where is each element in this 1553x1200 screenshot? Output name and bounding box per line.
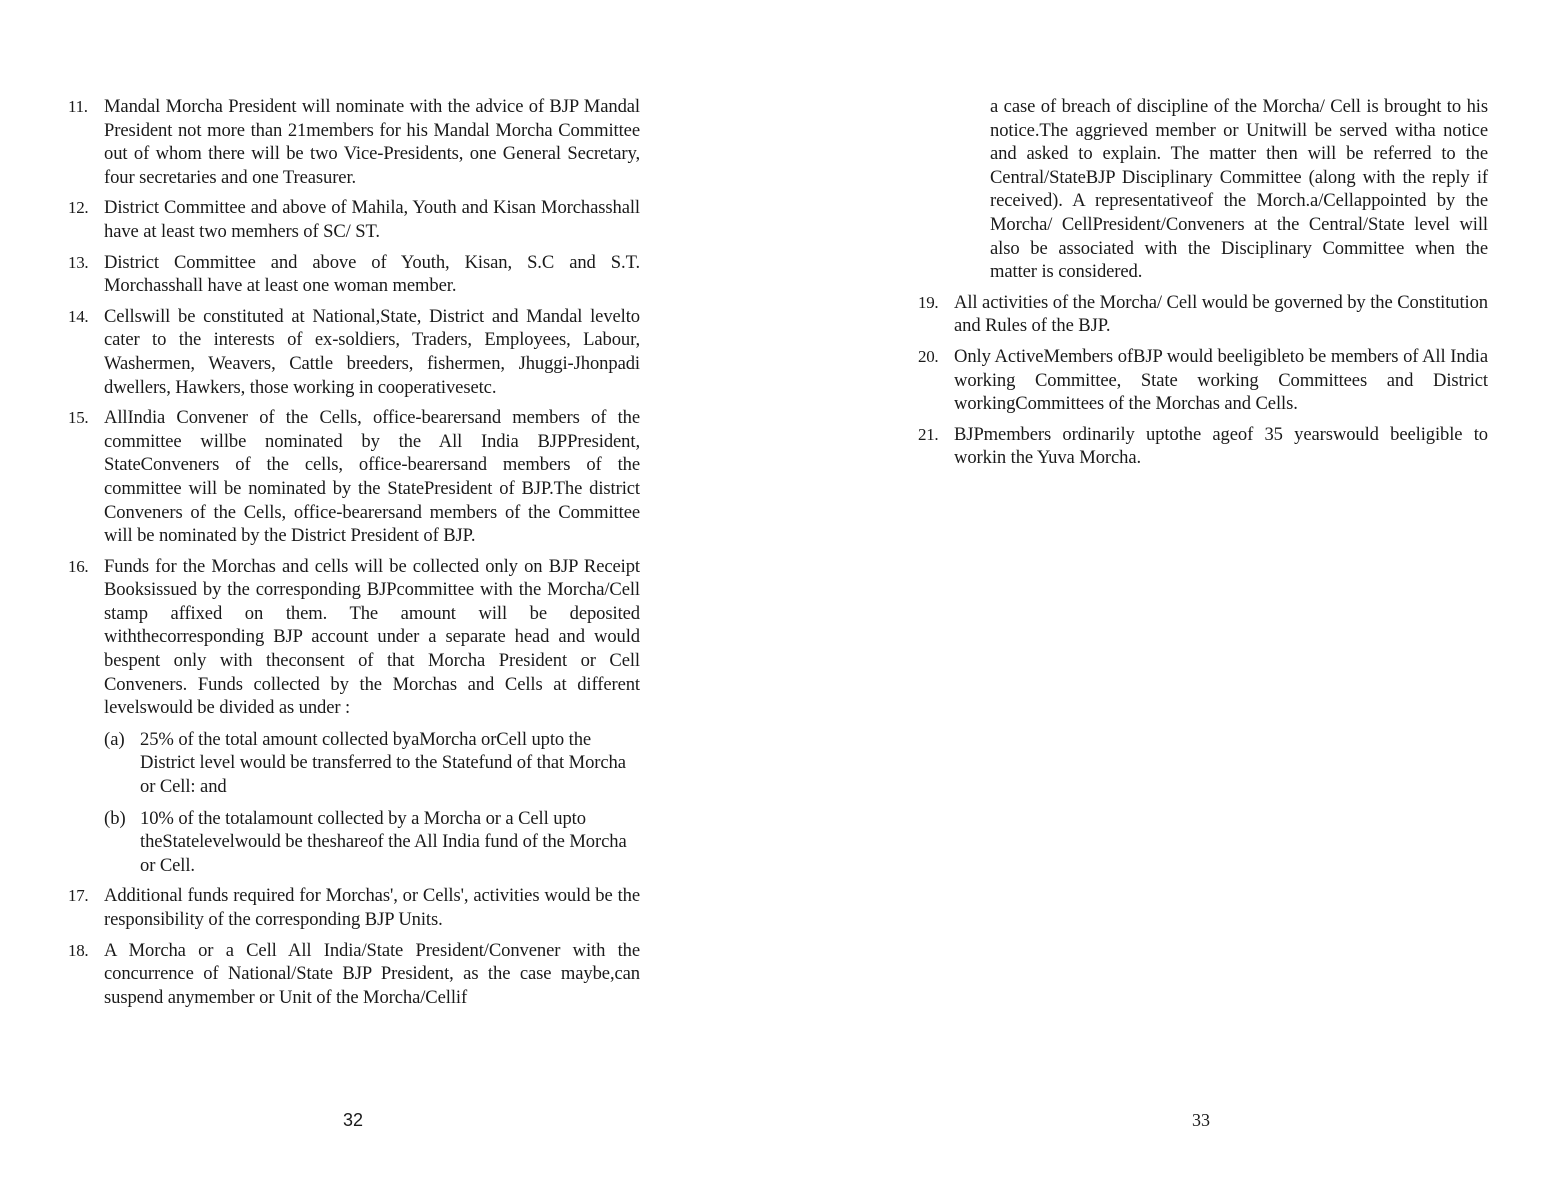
item-text: All activities of the Morcha/ Cell would be governed by the Constitution and Rules of the BJP. [954,291,1488,337]
item-text: District Committee and above of Youth, Kisan, S.C and S.T. Morchasshall have at least one woman member. [104,251,640,297]
item-number: 16. [68,556,89,576]
item-number: 14. [68,306,89,326]
list-item [68,884,640,931]
item-number: 11. [68,97,88,116]
item-number: 13. [68,252,89,272]
page-number-right: 33 [1192,1110,1210,1130]
item-text: AllIndia Convener of the Cells, office-bearersand members of the committee willbe nominated by the All India BJPPresident, StateConveners of the cells, office-bearersand members of the committee will be nominated by the StatePresident of BJP.The district Conveners of the Cells, office-bearersand members of the Committee will be nominated by the District President of BJP. [104,407,640,547]
list-item [68,95,640,189]
list-item [918,345,1488,416]
sub-item-text: 10% of the totalamount collected by a Morcha or a Cell upto theStatelevelwould be theshareof the All India fund of the Morcha or Cell. [140,807,627,876]
list-item [68,251,640,298]
list-item [68,555,640,720]
sub-item-letter: (b) [104,807,126,829]
item-number: 12. [68,198,89,218]
item-text: District Committee and above of Mahila, Youth and Kisan Morchasshall have at least two memhers of SC/ ST. [104,197,640,242]
item-text: Cellswill be constituted at National,State, District and Mandal levelto cater to the interests of ex-soldiers, Traders, Employees, Labour, Washermen, Weavers, Cattle breeders, fishermen, Jhuggi-Jhonpadi dwellers, Hawkers, those working in cooperativesetc. [104,305,640,398]
item-text: Only ActiveMembers ofBJP would beeligibleto be members of All India working Committee, State working Committees and District workingCommittees of the Morchas and Cells. [954,345,1488,415]
list-item [68,939,640,1010]
item-number: 19. [918,292,939,312]
sub-list-item [68,728,640,799]
list-item [68,406,640,548]
left-page [68,95,640,1016]
continuation-text: a case of breach of discipline of the Morcha/ Cell is brought to his notice.The aggrieved member or Unitwill be served witha notice and asked to explain. The matter then will be referred to the Central/StateBJP Disciplinary Committee (along with the reply if received). A representativeof the Morch.a/Cellappointed by the Morcha/ CellPresident/Conveners at the Central/State level will also be associated with the Disciplinary Committee when the matter is considered. [990,96,1488,283]
list-item [68,196,640,243]
sub-item-text: 25% of the total amount collected byaMorcha orCell upto the District level would be transferred to the Statefund of that Morcha or Cell: and [140,728,626,798]
item-number: 15. [68,408,89,428]
list-item [918,423,1488,470]
item-text: BJPmembers ordinarily uptothe ageof 35 yearswould beeligible to workin the Yuva Morcha. [954,423,1488,469]
item-text: A Morcha or a Cell All India/State President/Convener with the concurrence of National/State BJP President, as the case maybe,can suspend anymember or Unit of the Morcha/Cellif [104,939,640,1008]
page-number-left: 32 [343,1110,364,1130]
item-text: Additional funds required for Morchas', or Cells', activities would be the responsibility of the corresponding BJP Units. [104,885,640,930]
item-text: Funds for the Morchas and cells will be collected only on BJP Receipt Booksissued by the corresponding BJPcommittee with the Morcha/Cell stamp affixed on them. The amount will be deposited withthecorresponding BJP account under a separate head and would bespent only with theconsent of that Morcha President or Cell Conveners. Funds collected by the Morchas and Cells at different levelswould be divided as under : [104,555,640,719]
item-number: 21. [918,424,939,444]
list-item [918,291,1488,338]
sub-list-item [68,807,640,878]
right-page [918,95,1488,477]
item-number: 18. [68,940,89,960]
item-text: Mandal Morcha President will nominate with the advice of BJP Mandal President not more than 21members for his Mandal Morcha Committee out of whom there will be two Vice-Presidents, one General Secretary, four secretaries and one Treasurer. [104,96,640,188]
item-number: 17. [68,886,89,906]
item-number: 20. [918,346,939,366]
sub-item-letter: (a) [104,728,125,750]
continued-paragraph [918,95,1488,284]
list-item [68,305,640,399]
